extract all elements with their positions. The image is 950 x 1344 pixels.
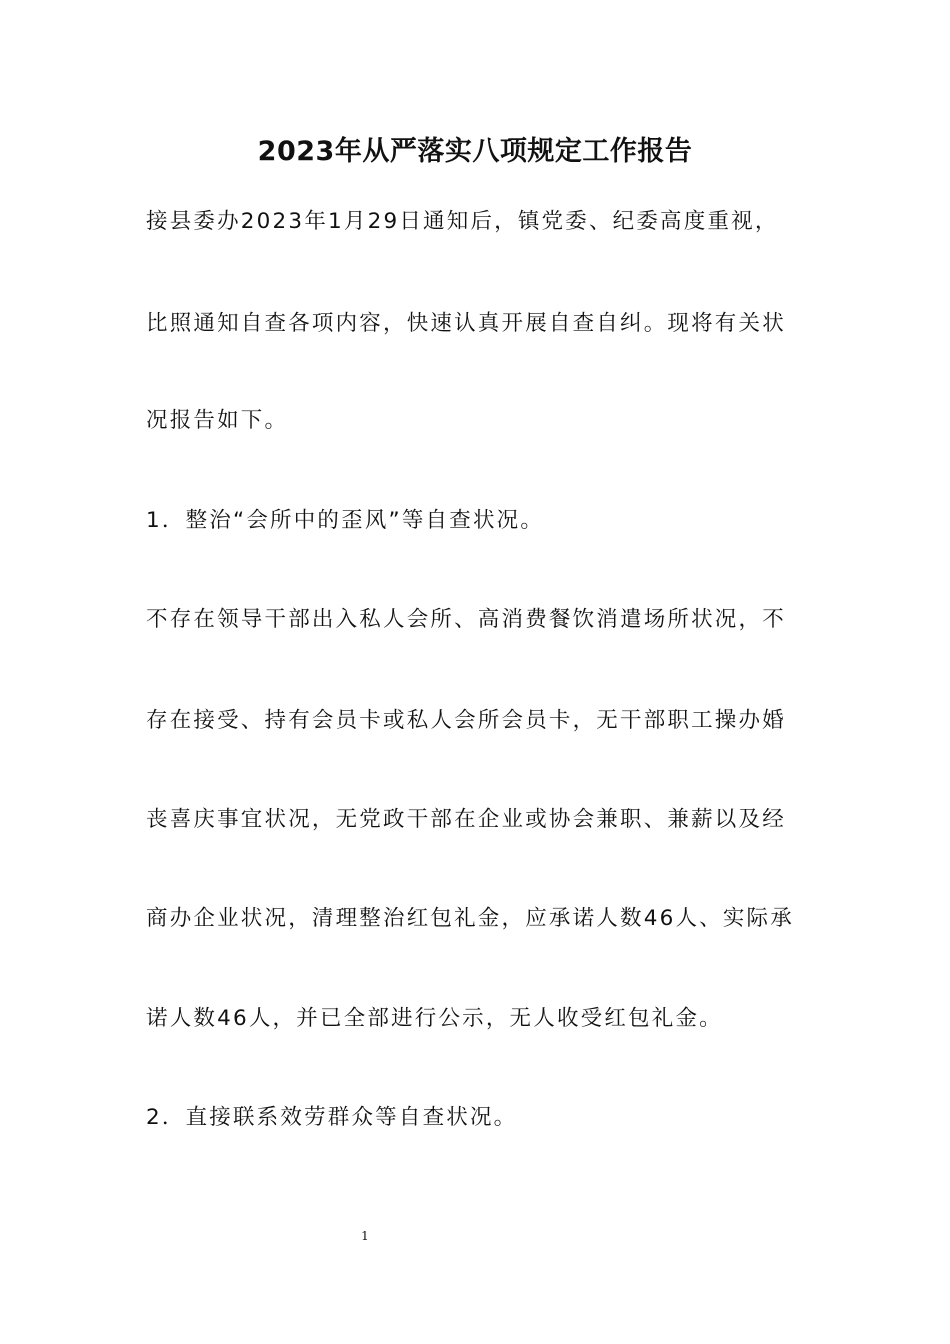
paragraph-line: 丧喜庆事宜状况，无党政干部在企业或协会兼职、兼薪以及经 xyxy=(146,807,786,832)
paragraph-line: 商办企业状况，清理整治红包礼金，应承诺人数46人、实际承 xyxy=(146,906,794,931)
paragraph-line: 比照通知自查各项内容，快速认真开展自查自纠。现将有关状 xyxy=(146,311,786,336)
document-title: 2023年从严落实八项规定工作报告 xyxy=(257,136,693,167)
paragraph-line: 不存在领导干部出入私人会所、高消费餐饮消遣场所状况，不 xyxy=(146,607,786,632)
paragraph-line: 存在接受、持有会员卡或私人会所会员卡，无干部职工操办婚 xyxy=(146,708,786,733)
paragraph-line: 诺人数46人，并已全部进行公示，无人收受红包礼金。 xyxy=(146,1006,723,1031)
paragraph-line: 接县委办2023年1月29日通知后，镇党委、纪委高度重视， xyxy=(146,209,779,234)
page-number: 1 xyxy=(361,1229,369,1243)
section-heading: 1．整治“会所中的歪风”等自查状况。 xyxy=(146,508,545,533)
section-heading: 2．直接联系效劳群众等自查状况。 xyxy=(146,1105,518,1130)
paragraph-line: 况报告如下。 xyxy=(146,408,289,433)
